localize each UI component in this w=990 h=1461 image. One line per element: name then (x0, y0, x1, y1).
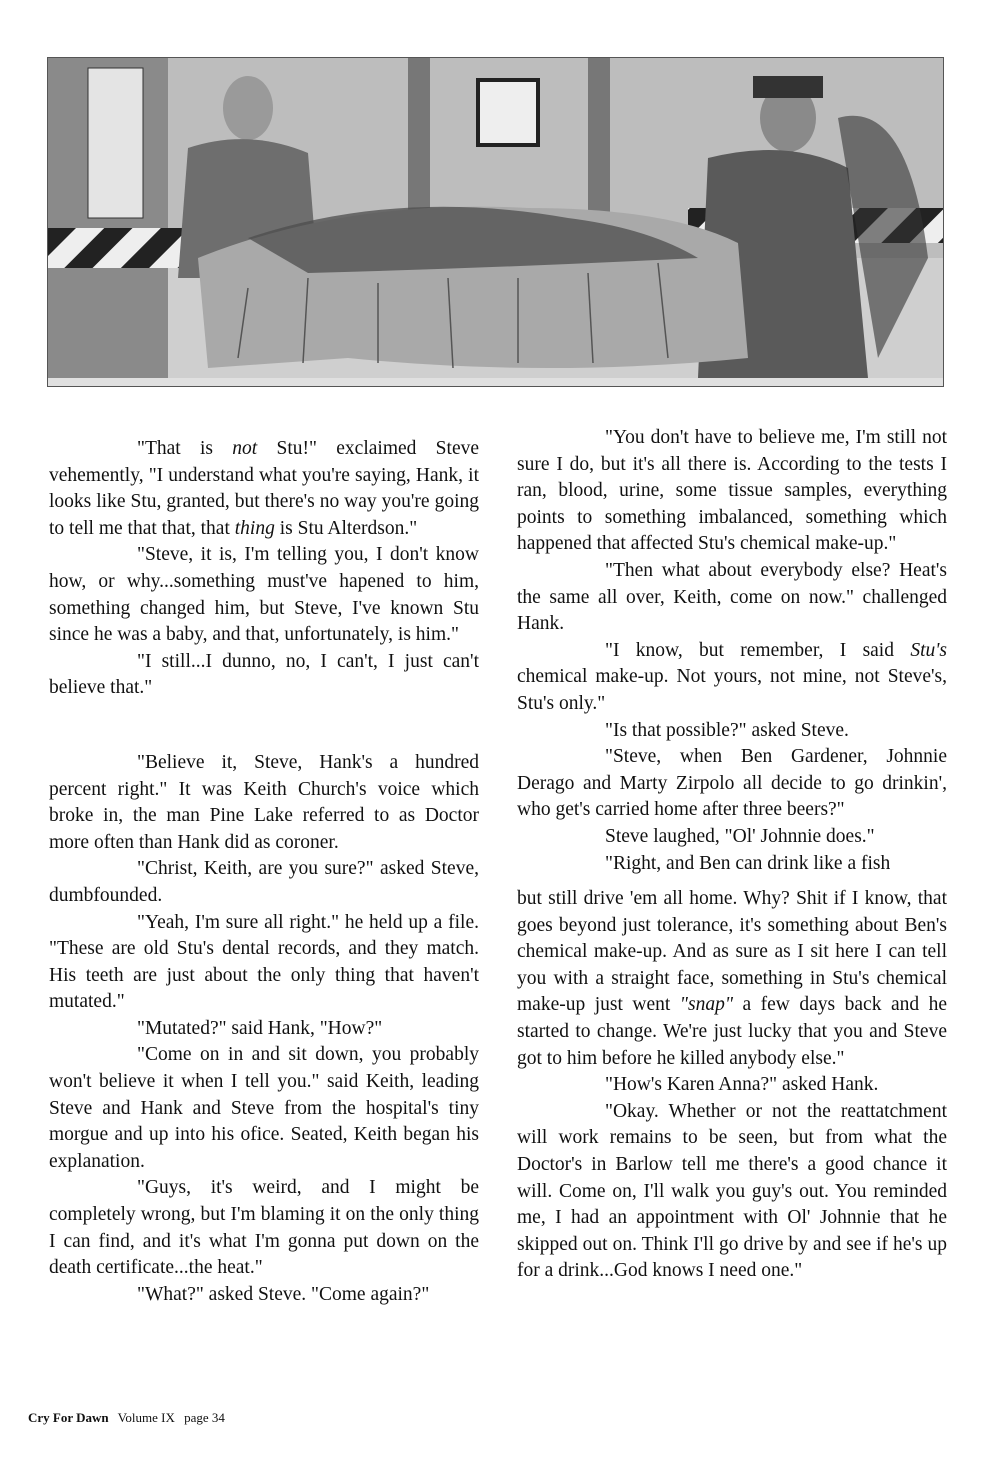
paragraph: "Steve, when Ben Gardener, Johnnie Derago and Marty Zirpolo all decide to go drinkin', who get's carried home after three beers?" (517, 746, 947, 821)
paragraph: "Yeah, I'm sure all right." he held up a file. "These are old Stu's dental records, and they match. His teeth are just about the only thing that haven't mutated." (49, 911, 479, 1013)
paragraph: "Mutated?" said Hank, "How?" (137, 1017, 383, 1039)
paragraph: but still drive 'em all home. Why? Shit if I know, that goes beyond just tolerance, it's something about Ben's chemical make-up. And as sure as I sit here I can tell you with a straight face, something in Stu's chemical make-up just went "snap" a few days back and he started to change. We're just lucky that you and Steve got to him before he killed anybody else." (517, 888, 947, 1069)
paragraph: "Then what about everybody else? Heat's the same all over, Keith, come on now." challenged Hank. (517, 559, 947, 635)
page-number: page 34 (184, 1410, 225, 1425)
right-text-column (517, 425, 947, 1285)
paragraph: "That is not Stu!" exclaimed Steve vehemently, "I understand what you're saying, Hank, it looks like Stu, granted, but there's no way you're going to tell me that that, that thing is Stu Alterdson." (49, 438, 480, 539)
paragraph: "Is that possible?" asked Steve. (605, 719, 849, 741)
paragraph: "Right, and Ben can drink like a fish (605, 852, 891, 874)
paragraph: "Believe it, Steve, Hank's a hundred percent right." It was Keith Church's voice which broke in, the man Pine Lake referred to as Doctor more often than Hank did as coroner. (49, 751, 479, 853)
morgue-scene-illustration (47, 57, 944, 387)
paragraph: "You don't have to believe me, I'm still not sure I do, but it's all there is. According to the tests I ran, blood, urine, some tissue samples, everything points to something imbalanced, something which happened that affected Stu's chemical make-up." (517, 427, 947, 555)
paragraph: "What?" asked Steve. "Come again?" (137, 1283, 430, 1305)
paragraph: "Christ, Keith, are you sure?" asked Steve, dumbfounded. (49, 858, 479, 906)
left-text-column (49, 436, 479, 1308)
paragraph: "Steve, it is, I'm telling you, I don't know how, or why...something must've hapened to him, something changed him, but Steve, I've known Stu since he was a baby, and that, unfortunately, is him." (49, 544, 479, 646)
paragraph: "I know, but remember, I said Stu's chemical make-up. Not yours, not mine, not Steve's, Stu's only." (517, 639, 947, 714)
page-footer (28, 1410, 231, 1426)
paragraph: "I still...I dunno, no, I can't, I just can't believe that." (49, 650, 479, 699)
volume-label: Volume IX (117, 1410, 175, 1425)
paragraph: "Guys, it's weird, and I might be completely wrong, but I'm blaming it on the only thing I can find, and it's what I'm gonna put down on the death certificate...the heat." (49, 1177, 479, 1279)
paragraph: "Okay. Whether or not the reattatchment will work remains to be seen, but from what the Doctor's in Barlow tell me there's a good chance it will. Come on, I'll walk you guy's out. You reminded me, I had an appointment with Ol' Johnnie that he skipped out on. Think I'll go drive by and see if he's up for a drink...God knows I need one." (517, 1100, 947, 1282)
paragraph: Steve laughed, "Ol' Johnnie does." (605, 825, 875, 847)
publication-title: Cry For Dawn (28, 1410, 109, 1425)
paragraph: "Come on in and sit down, you probably won't believe it when I tell you." said Keith, leading Steve and Hank and Steve from the hospital's tiny morgue and up into his ofice. Seated, Keith began his explanation. (49, 1044, 479, 1172)
paragraph: "How's Karen Anna?" asked Hank. (605, 1074, 879, 1096)
